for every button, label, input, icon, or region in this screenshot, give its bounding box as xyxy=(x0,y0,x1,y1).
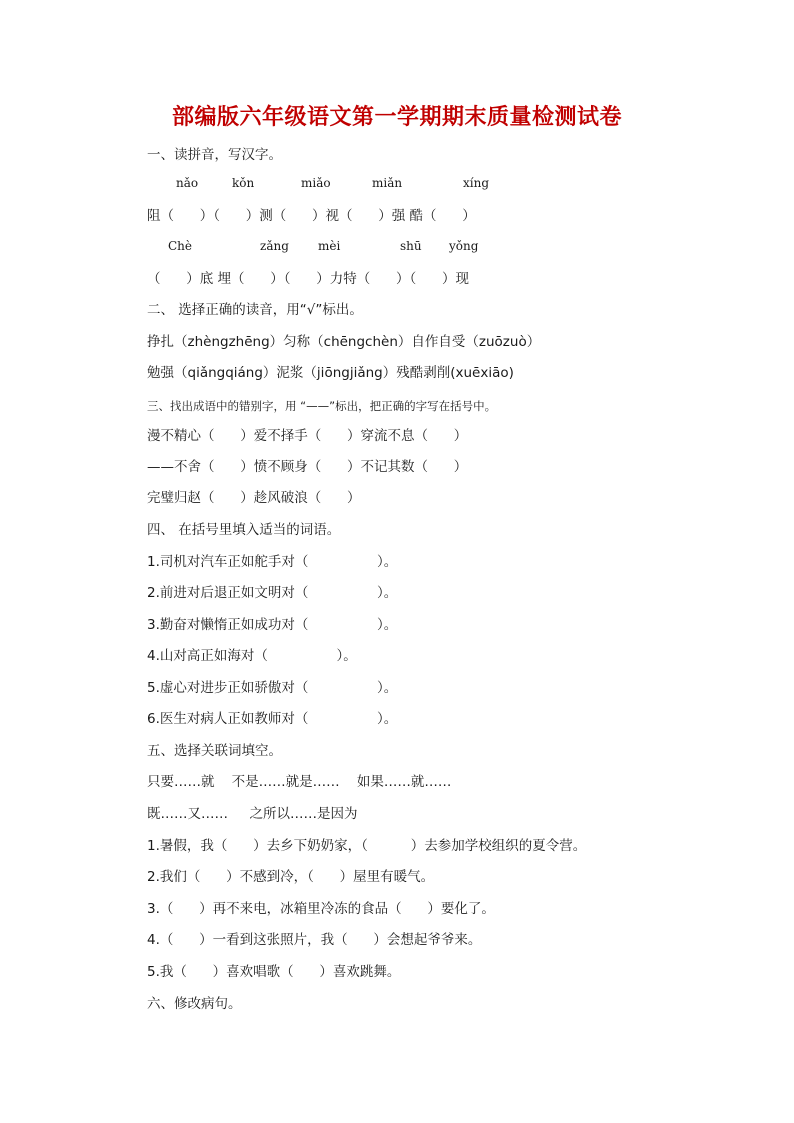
section4-heading: 四、 在括号里填入适当的词语。 xyxy=(147,522,341,538)
section2-line-2: 勉强（qiǎngqiáng）泥浆（jiōngjiǎng）残酷剥削(xuēxiāo) xyxy=(147,365,514,381)
chars-row-2: （ ）底 埋（ ）（ ）力特（ ）（ ）现 xyxy=(147,271,470,287)
section3-line-1: 漫不精心（ ）爱不择手（ ）穿流不息（ ） xyxy=(147,428,468,444)
pinyin: yǒng xyxy=(449,239,479,253)
pinyin: kǒn xyxy=(232,176,255,190)
section3-line-3: 完璧归赵（ ）趁风破浪（ ） xyxy=(147,490,361,506)
section5-options-1: 只要……就 不是……就是…… 如果……就…… xyxy=(147,774,452,790)
list-item: 5.虚心对进步正如骄傲对（ ）。 xyxy=(147,680,398,696)
list-item: 2.前进对后退正如文明对（ ）。 xyxy=(147,585,398,601)
list-item: 4.（ ）一看到这张照片，我（ ）会想起爷爷来。 xyxy=(147,932,482,948)
page-title: 部编版六年级语文第一学期期末质量检测试卷 xyxy=(171,104,622,130)
pinyin: xíng xyxy=(463,176,490,190)
list-item: 6.医生对病人正如教师对（ ）。 xyxy=(147,711,398,727)
list-item: 2.我们（ ）不感到冷，（ ）屋里有暖气。 xyxy=(147,869,435,885)
pinyin-row-2 xyxy=(0,239,794,257)
section1-heading: 一、读拼音，写汉字。 xyxy=(147,147,282,163)
section2-heading: 二、 选择正确的读音，用“√”标出。 xyxy=(147,302,363,318)
section3-line-2: ——不舍（ ）愤不顾身（ ）不记其数（ ） xyxy=(147,459,468,475)
list-item: 1.司机对汽车正如舵手对（ ）。 xyxy=(147,554,398,570)
pinyin: miǎo xyxy=(301,176,331,190)
section3-heading: 三、找出成语中的错别字，用 “——”标出，把正确的字写在括号中。 xyxy=(147,399,497,413)
chars-row-1: 阻（ ）（ ）测（ ）视（ ）强 酷（ ） xyxy=(147,208,476,224)
pinyin: zǎng xyxy=(260,239,289,253)
section6-heading: 六、修改病句。 xyxy=(147,996,242,1012)
list-item: 3.（ ）再不来电，冰箱里冷冻的食品（ ）要化了。 xyxy=(147,901,495,917)
section5-options-2: 既……又…… 之所以……是因为 xyxy=(147,806,358,822)
pinyin: shū xyxy=(400,239,422,253)
section5-heading: 五、选择关联词填空。 xyxy=(147,743,282,759)
pinyin: nǎo xyxy=(176,176,199,190)
pinyin-row-1 xyxy=(0,176,794,194)
section2-line-1: 挣扎（zhèngzhēng）匀称（chēngchèn）自作自受（zuōzuò） xyxy=(147,334,541,350)
pinyin: Chè xyxy=(168,239,193,253)
list-item: 3.勤奋对懒惰正如成功对（ ）。 xyxy=(147,617,398,633)
pinyin: mèi xyxy=(318,239,341,253)
list-item: 5.我（ ）喜欢唱歌（ ）喜欢跳舞。 xyxy=(147,964,401,980)
pinyin: miǎn xyxy=(372,176,403,190)
list-item: 1.暑假，我（ ）去乡下奶奶家，（ ）去参加学校组织的夏令营。 xyxy=(147,838,587,854)
list-item: 4.山对高正如海对（ ）。 xyxy=(147,648,357,664)
